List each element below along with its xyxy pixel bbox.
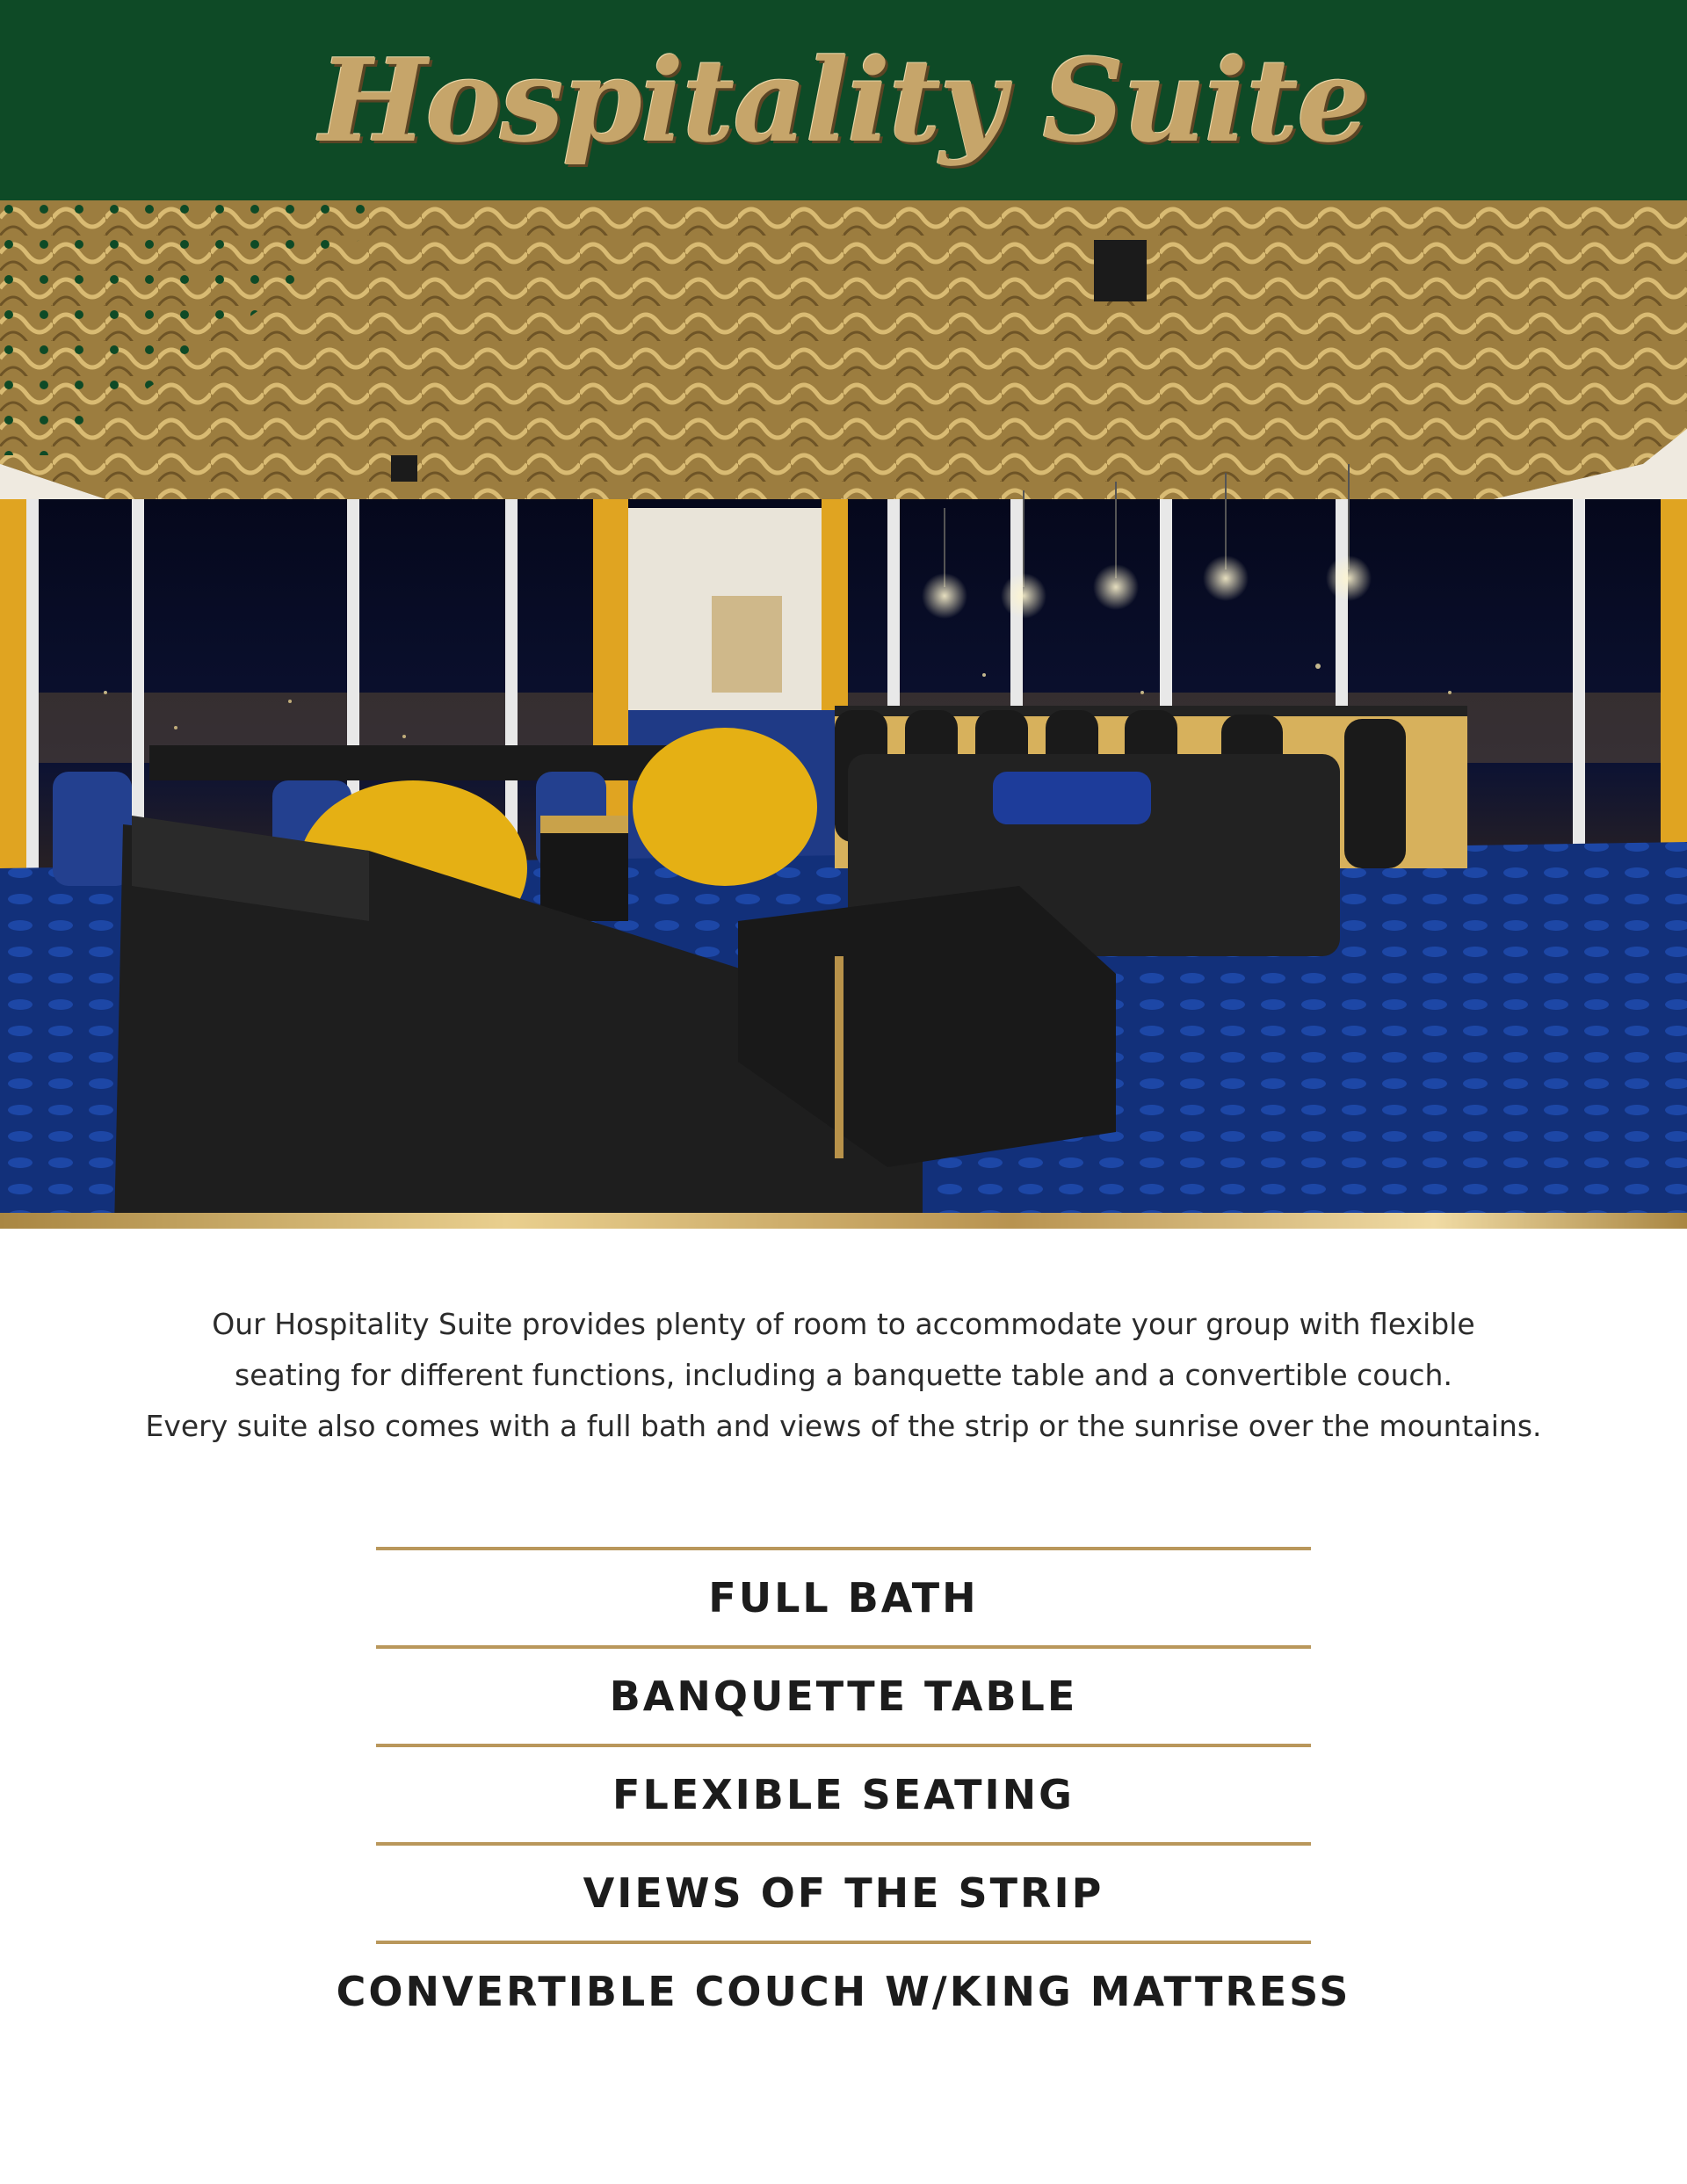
suite-interior-photo: [0, 200, 1687, 1229]
description: [88, 1299, 1599, 1452]
feature-label: FULL BATH: [708, 1574, 979, 1622]
feature-item: [336, 1941, 1351, 2039]
description-line: Every suite also comes with a full bath and views of the strip or the sunrise over the mountains.: [145, 1409, 1542, 1443]
description-line: Our Hospitality Suite provides plenty of room to accommodate your group with flexible: [212, 1307, 1475, 1341]
page-title: Hospitality Suite: [319, 33, 1368, 168]
feature-label: VIEWS OF THE STRIP: [583, 1869, 1104, 1917]
feature-label: FLEXIBLE SEATING: [612, 1771, 1075, 1818]
feature-item: [376, 1842, 1311, 1941]
feature-label: CONVERTIBLE COUCH W/KING MATTRESS: [336, 1968, 1351, 2015]
gold-divider: [0, 1213, 1687, 1229]
feature-item: [376, 1744, 1311, 1842]
feature-item: [376, 1547, 1311, 1645]
feature-item: [376, 1645, 1311, 1744]
description-line: seating for different functions, including a banquette table and a convertible couch.: [235, 1358, 1452, 1392]
feature-list: [336, 1547, 1351, 2039]
feature-label: BANQUETTE TABLE: [609, 1672, 1078, 1720]
